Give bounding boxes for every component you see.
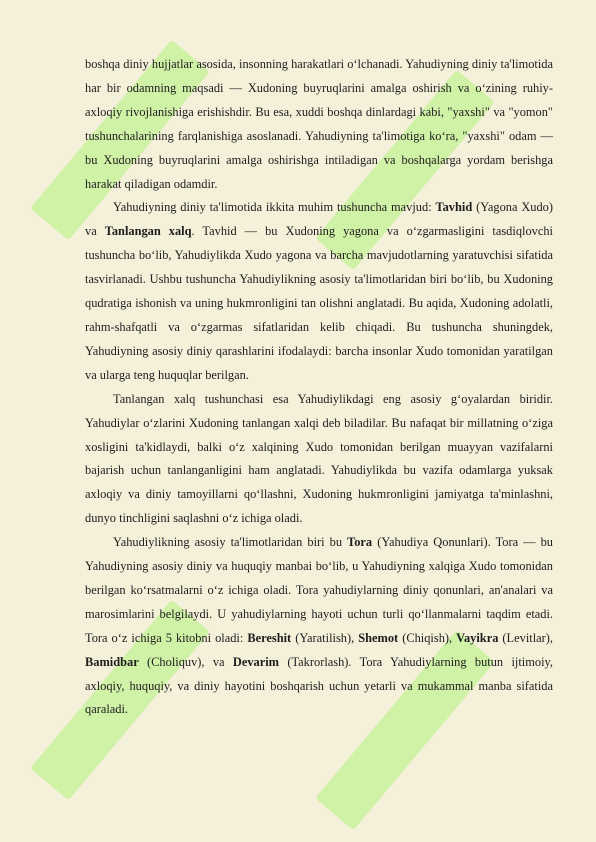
text-run: (Takrorlash). Tora Yahudiylarning butun ijtimoiy, axloqiy, huquqiy, va diniy hayotini boshqarish uchun yetarli va mukammal manba sifatida qaraladi. xyxy=(85,654,553,717)
paragraph xyxy=(85,53,553,196)
text-run: boshqa diniy hujjatlar asosida, insonning harakatlari o‘lchanadi. Yahudiyning diniy ta'limotida har bir odamning maqsadi — Xudoning buyruqlarini amalga oshirish va o‘zining ruhiy-axloqiy rivojlanishiga erishishdir. Bu esa, xuddi boshqa dinlardagi kabi, "yaxshi" va "yomon" tushunchalarining farqlanishiga asoslanadi. Yahudiyning ta'limotiga ko‘ra, "yaxshi" odam — bu Xudoning buyruqlarini amalga oshirishga intiladigan va boshqalarga yordam berishga harakat qiladigan odamdir. xyxy=(85,57,553,191)
bold-term: Vayikra xyxy=(456,630,499,645)
text-run: Tanlangan xalq tushunchasi esa Yahudiylikdagi eng asosiy g‘oyalardan biridir. Yahudiylar o‘zlarini Xudoning tanlangan xalqi deb biladilar. Bu nafaqat bir millatning o‘ziga xosligini ta'kidlaydi, balki o‘z xalqining Xudo tomonidan berilgan muayyan vazifalarni bajarish uchun tanlanganligini ham anglatadi. Yahudiylikda bu vazifa odamlarga yuksak axloqiy va diniy tamoyillarni qo‘llashni, Xudoning hukmronligini jamiyatga ta'minlashni, dunyo tinchligini saqlashni o‘z ichiga oladi. xyxy=(85,391,553,526)
paragraph xyxy=(85,388,553,531)
text-run: (Yahudiya Qonunlari). Tora — bu Yahudiyning asosiy diniy va huquqiy manbai bo‘lib, u Yahudiyning xalqiga Xudo tomonidan berilgan ko‘rsatmalarni o‘z ichiga oladi. Tora yahudiylarning diniy qonunlari, an'analari va marosimlarini belgilaydi. U yahudiylarning hayoti uchun turli qo‘llanmalarni taqdim etadi. Tora o‘z ichiga 5 kitobni oladi: xyxy=(85,535,553,645)
text-run: Yahudiylikning asosiy ta'limotlaridan biri bu xyxy=(113,535,348,550)
bold-term: Tora xyxy=(347,535,373,550)
text-run: (Yagona Xudo) va xyxy=(85,200,553,239)
text-run: (Chiqish), xyxy=(398,630,457,645)
text-run: . Tavhid — bu Xudoning yagona va o‘zgarmasligini tasdiqlovchi tushuncha bo‘lib, Yahudiylikda Xudo yagona va barcha mavjudotlarning yaratuvchisi sifatida tasvirlanadi. Ushbu tushuncha Yahudiylikning asosiy ta'limotlaridan biri bo‘lib, bu Xudoning qudratiga ishonish va uning hukmronligini tan olishni anglatadi. Bu aqida, Xudoning adolatli, rahm-shafqatli va o‘zgarmas sifatlaridan kelib chiqadi. Bu tushuncha shuningdek, Yahudiyning asosiy diniy qarashlarini ifodalaydi: barcha insonlar Xudo tomonidan yaratilgan va ularga teng huquqlar berilgan. xyxy=(85,224,553,382)
text-run: (Yaratilish), xyxy=(291,630,359,645)
bold-term: Shemot xyxy=(358,630,399,645)
text-run: (Choliquv), va xyxy=(138,654,233,669)
bold-term: Bereshit xyxy=(247,630,292,645)
bold-term: Devarim xyxy=(232,654,280,669)
bold-term: Tanlangan xalq xyxy=(104,224,192,239)
bold-term: Tavhid xyxy=(435,200,473,215)
document-body xyxy=(85,53,553,722)
text-run: Yahudiyning diniy ta'limotida ikkita muhim tushuncha mavjud: xyxy=(113,200,436,215)
bold-term: Bamidbar xyxy=(85,654,139,669)
paragraph xyxy=(85,196,553,387)
text-run: (Levitlar), xyxy=(498,630,553,645)
paragraph xyxy=(85,531,553,722)
